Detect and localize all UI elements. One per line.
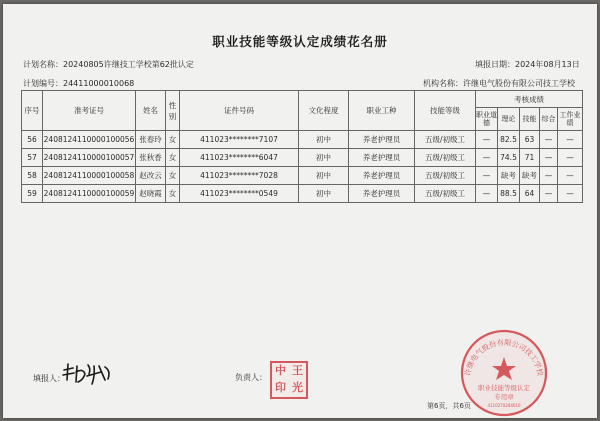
- plan-name-label: 计划名称：: [23, 60, 63, 69]
- official-seal: [458, 327, 550, 418]
- cell-comprehensive: —: [540, 131, 558, 149]
- cell-gender: 女: [166, 149, 180, 167]
- page-number: 第6页，共6页: [427, 402, 471, 410]
- document-title: 职业技能等级认定成绩花名册: [212, 34, 388, 49]
- plan-name-value: 20240805许继技工学校第62批认定: [63, 60, 194, 69]
- stamp-char: 光: [292, 381, 303, 394]
- cell-comprehensive: —: [540, 149, 558, 167]
- cell-occupation: 养老护理员: [349, 185, 415, 203]
- cell-ticket: 2408124110000100057: [43, 149, 136, 167]
- header-name: 姓名: [136, 91, 166, 131]
- cell-level: 五级/初级工: [415, 149, 476, 167]
- cell-morality: —: [476, 131, 498, 149]
- square-stamp: [270, 361, 308, 399]
- cell-seq: 59: [22, 185, 43, 203]
- cell-education: 初中: [299, 167, 349, 185]
- stamp-char: 中: [275, 364, 286, 377]
- responsible-label: 负责人：: [235, 373, 267, 382]
- cell-ticket: 2408124110000100056: [43, 131, 136, 149]
- header-theory: 理论: [498, 108, 520, 131]
- cell-morality: —: [476, 167, 498, 185]
- plan-no: [23, 78, 134, 89]
- seal-inner-text: 职业技能等级认定: [478, 384, 530, 392]
- cell-name: 赵晓霞: [136, 185, 166, 203]
- plan-name: [23, 59, 194, 70]
- filler-signature-image: [61, 360, 113, 386]
- table-row: [22, 149, 583, 167]
- cell-occupation: 养老护理员: [349, 149, 415, 167]
- cell-gender: 女: [166, 167, 180, 185]
- header-ticket: 准考证号: [43, 91, 136, 131]
- seal-outer-text: 许继电气股份有限公司技工学校: [463, 337, 545, 377]
- org-value: 许继电气股份有限公司技工学校: [463, 79, 575, 88]
- header-morality: 职业道德: [476, 108, 498, 131]
- cell-skill: 63: [520, 131, 540, 149]
- header-skill: 技能: [520, 108, 540, 131]
- cell-theory: 74.5: [498, 149, 520, 167]
- cell-work: —: [558, 185, 583, 203]
- cell-work: —: [558, 131, 583, 149]
- cell-level: 五级/初级工: [415, 131, 476, 149]
- header-work: 工作业绩: [558, 108, 583, 131]
- fill-date-label: 填报日期：: [475, 60, 515, 69]
- cell-seq: 56: [22, 131, 43, 149]
- cell-id-no: 411023********7107: [180, 131, 299, 149]
- header-seq: 序号: [22, 91, 43, 131]
- fill-date-value: 2024年08月13日: [515, 60, 580, 69]
- cell-gender: 女: [166, 185, 180, 203]
- stamp-char: 王: [292, 364, 303, 377]
- cell-education: 初中: [299, 149, 349, 167]
- cell-level: 五级/初级工: [415, 185, 476, 203]
- header-id-no: 证件号码: [180, 91, 299, 131]
- header-education: 文化程度: [299, 91, 349, 131]
- cell-id-no: 411023********7028: [180, 167, 299, 185]
- cell-theory: 缺考: [498, 167, 520, 185]
- cell-ticket: 2408124110000100059: [43, 185, 136, 203]
- cell-seq: 57: [22, 149, 43, 167]
- seal-bottom-text: 专用章: [494, 393, 514, 401]
- cell-work: —: [558, 167, 583, 185]
- table-row: [22, 185, 583, 203]
- cell-ticket: 2408124110000100058: [43, 167, 136, 185]
- score-table: [21, 90, 583, 203]
- header-comprehensive: 综合: [540, 108, 558, 131]
- cell-skill: 64: [520, 185, 540, 203]
- cell-occupation: 养老护理员: [349, 131, 415, 149]
- cell-id-no: 411023********6047: [180, 149, 299, 167]
- cell-occupation: 养老护理员: [349, 167, 415, 185]
- cell-comprehensive: —: [540, 167, 558, 185]
- org-label: 机构名称：: [423, 79, 463, 88]
- header-occupation: 职业工种: [349, 91, 415, 131]
- filler-label: 填报人：: [33, 374, 65, 383]
- cell-education: 初中: [299, 131, 349, 149]
- header-level: 技能等级: [415, 91, 476, 131]
- cell-level: 五级/初级工: [415, 167, 476, 185]
- cell-comprehensive: —: [540, 185, 558, 203]
- plan-no-value: 24411000010068: [63, 79, 135, 88]
- cell-gender: 女: [166, 131, 180, 149]
- header-gender: 性别: [166, 91, 180, 131]
- stamp-char: 印: [275, 381, 286, 394]
- cell-theory: 88.5: [498, 185, 520, 203]
- cell-id-no: 411023********0549: [180, 185, 299, 203]
- cell-seq: 58: [22, 167, 43, 185]
- cell-morality: —: [476, 185, 498, 203]
- cell-name: 赵改云: [136, 167, 166, 185]
- cell-skill: 缺考: [520, 167, 540, 185]
- cell-morality: —: [476, 149, 498, 167]
- cell-theory: 82.5: [498, 131, 520, 149]
- cell-skill: 71: [520, 149, 540, 167]
- cell-name: 张春玲: [136, 131, 166, 149]
- plan-no-label: 计划编号：: [23, 79, 63, 88]
- table-row: [22, 131, 583, 149]
- header-scores: 考核成绩: [476, 91, 583, 108]
- seal-serial: 4110270284610: [487, 403, 521, 408]
- document-page: [3, 4, 597, 418]
- org-name: [423, 78, 575, 89]
- cell-work: —: [558, 149, 583, 167]
- cell-education: 初中: [299, 185, 349, 203]
- cell-name: 张秋香: [136, 149, 166, 167]
- table-row: [22, 167, 583, 185]
- fill-date: [475, 59, 580, 70]
